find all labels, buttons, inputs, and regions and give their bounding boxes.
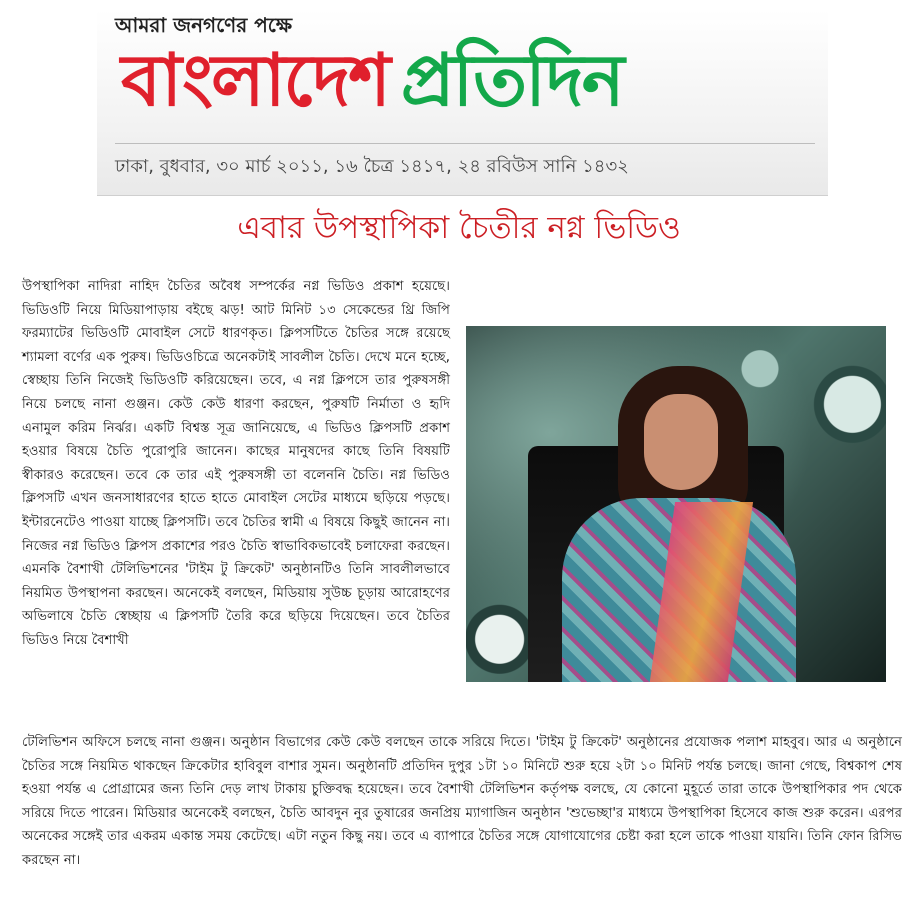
masthead — [97, 9, 828, 196]
dateline: ঢাকা, বুধবার, ৩০ মার্চ ২০১১, ১৬ চৈত্র ১৪১৭, ২৪ রবিউস সানি ১৪৩২ — [115, 143, 815, 192]
article-photo — [466, 326, 886, 682]
newspaper-title — [121, 35, 811, 125]
masthead-tagline: আমরা জনগণের পক্ষে — [115, 13, 293, 37]
newspaper-title-green: প্রতিদিন — [400, 38, 623, 122]
article-body-column: উপস্থাপিকা নাদিরা নাহিদ চৈতির অবৈধ সম্পর্কের নগ্ন ভিডিও প্রকাশ হয়েছে। ভিডিওটি নিয়ে মিডিয়াপাড়ায় বইছে ঝড়! আট মিনিট ১৩ সেকেন্ডের থ্রি জিপি ফরম্যাটের ভিডিওটি মোবাইল সেটে ধারণকৃত। ক্লিপসটিতে চৈতির সঙ্গে রয়েছে শ্যামলা বর্ণের এক পুরুষ। ভিডিওচিত্রে অনেকটাই সাবলীল চৈতি। দেখে মনে হচ্ছে, স্বেচ্ছায় তিনি নিজেই ভিডিওটি করিয়েছেন। তবে, এ নগ্ন ক্লিপসে তার পুরুষসঙ্গী নিয়ে চলছে নানা গুঞ্জন। কেউ কেউ ধারণা করছেন, পুরুষটি নির্মাতা ও হৃদি এনামুল করিম নির্ঝর। একটি বিশ্বস্ত সূত্র জানিয়েছে, এ ভিডিও ক্লিপসটি প্রকাশ হওয়ার বিষয়ে চৈতি পুরোপুরি জানেন। কাছের মানুষদের কাছে তিনি বিষয়টি স্বীকারও করেছেন। তবে কে তার এই পুরুষসঙ্গী তা বলেননি চৈতি। নগ্ন ভিডিও ক্লিপসটি এখন জনসাধারণের হাতে হাতে মোবাইল সেটের মাধ্যমে ছড়িয়ে পড়ছে। ইন্টারনেটেও পাওয়া যাচ্ছে ক্লিপসটি। তবে চৈতির স্বামী এ বিষয়ে কিছুই জানেন না। নিজের নগ্ন ভিডিও ক্লিপস প্রকাশের পরও চৈতি স্বাভাবিকভাবেই চলাফেরা করছেন। এমনকি বৈশাখী টেলিভিশনের 'টাইম টু ক্রিকেট' অনুষ্ঠানটিও তিনি সাবলীলভাবে নিয়মিত উপস্থাপনা করছেন। অনেকেই বলছেন, মিডিয়ায় সুউচ্চ চূড়ায় আরোহণের অভিলাষে চৈতি স্বেচ্ছায় এ ক্লিপসটি তৈরি করে ছড়িয়ে দিয়েছেন। তবে চৈতির ভিডিও নিয়ে বৈশাখী — [22, 279, 450, 648]
article-headline: এবার উপস্থাপিকা চৈতীর নগ্ন ভিডিও — [237, 210, 681, 246]
newspaper-title-red: বাংলাদেশ — [121, 38, 389, 122]
article-body-full: টেলিভিশন অফিসে চলছে নানা গুঞ্জন। অনুষ্ঠান বিভাগের কেউ কেউ বলছেন তাকে সরিয়ে দিতে। 'টাইম টু ক্রিকেট' অনুষ্ঠানের প্রযোজক পলাশ মাহবুব। আর এ অনুষ্ঠানে চৈতির সঙ্গে নিয়মিত থাকছেন ক্রিকেটার হাবিবুল বাশার সুমন। অনুষ্ঠানটি প্রতিদিন দুপুর ১টা ১০ মিনিটে শুরু হয়ে ২টা ১০ মিনিট পর্যন্ত চলছে। জানা গেছে, বিশ্বকাপ শেষ হওয়া পর্যন্ত এ প্রোগ্রামের জন্য তিনি দেড় লাখ টাকায় চুক্তিবদ্ধ হয়েছেন। তবে বৈশাখী টেলিভিশন কর্তৃপক্ষ বলছে, যে কোনো মুহূর্তে তারা তাকে উপস্থাপিকার পদ থেকে সরিয়ে দিতে পারেন। মিডিয়ার অনেকেই বলছেন, চৈতি আবদুন নুর তুষারের জনপ্রিয় ম্যাগাজিন অনুষ্ঠান 'শুভেচ্ছা'র মাধ্যমে উপস্থাপিকা হিসেবে কাজ শুরু করেন। এরপর অনেকের সঙ্গেই তার একরম একান্ত সময় কেটেছে। এটা নতুন কিছু নয়। তবে এ ব্যাপারে চৈতির সঙ্গে যোগাযোগের চেষ্টা করা হলে তাকে পাওয়া যায়নি। তিনি ফোন রিসিভ করছেন না। — [22, 735, 902, 868]
photo-person-face — [644, 394, 718, 490]
